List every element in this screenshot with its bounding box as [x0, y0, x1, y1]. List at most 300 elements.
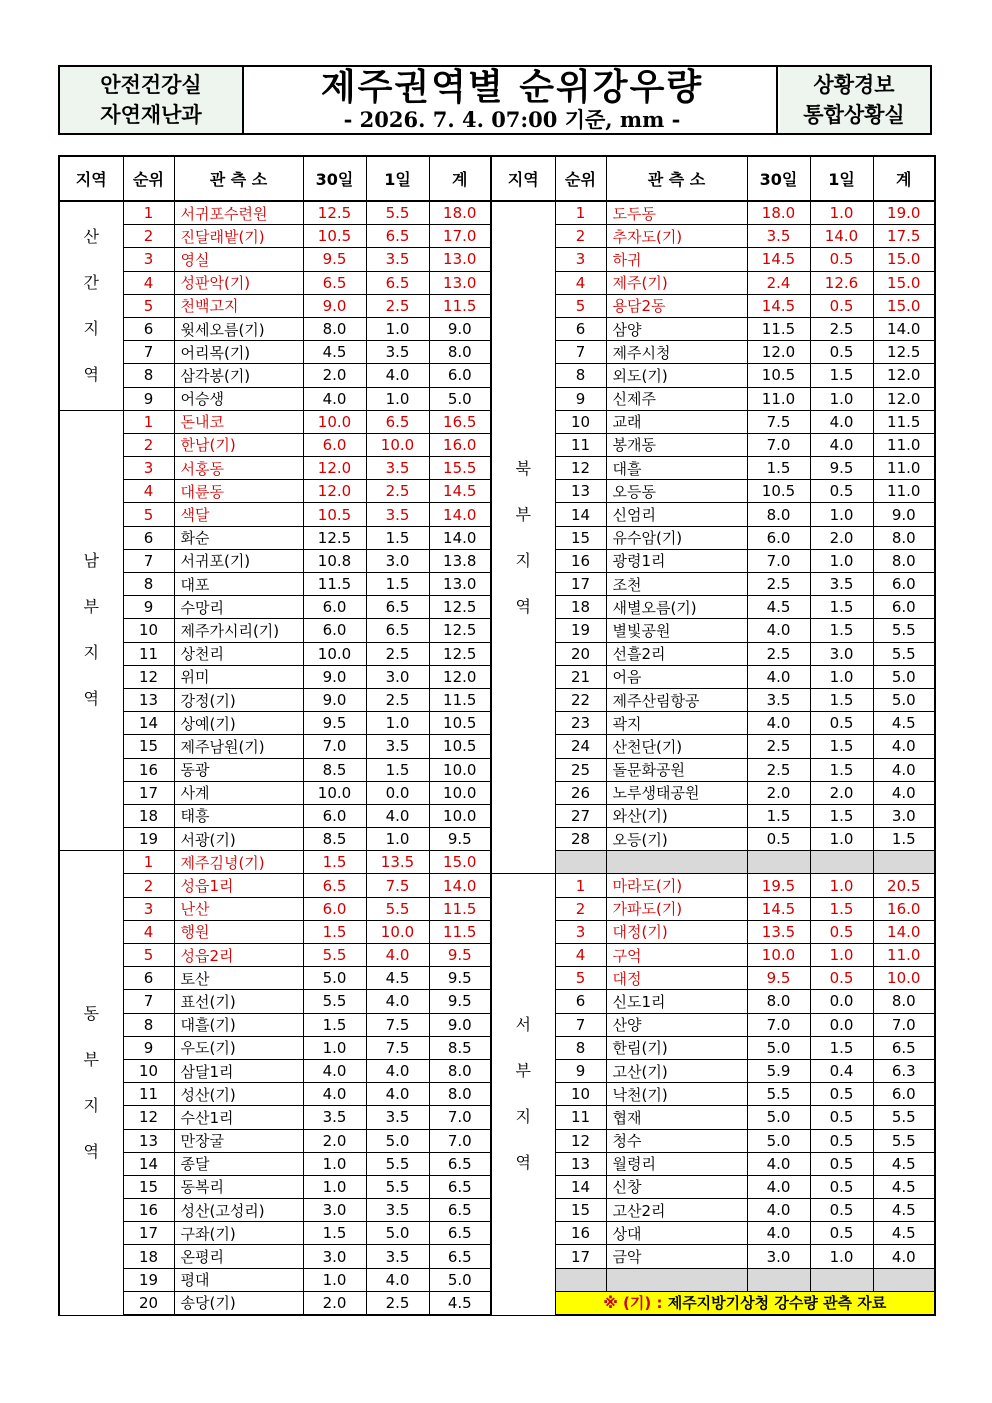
day1-value: 4.0	[366, 364, 429, 387]
col-rank: 순위	[123, 156, 174, 201]
station-name: 한림(기)	[606, 1036, 747, 1059]
total-value: 6.0	[873, 573, 935, 596]
rank-cell: 12	[555, 1129, 606, 1152]
total-value: 9.0	[429, 317, 491, 340]
rank-cell: 9	[123, 387, 174, 410]
day1-value: 0.5	[810, 1106, 873, 1129]
rank-cell: 7	[123, 990, 174, 1013]
day1-value: 2.5	[366, 294, 429, 317]
day1-value: 1.0	[366, 317, 429, 340]
station-name: 어승생	[174, 387, 303, 410]
station-name: 상예(기)	[174, 712, 303, 735]
day1-value: 3.5	[366, 457, 429, 480]
total-value: 8.0	[873, 990, 935, 1013]
rank-cell: 15	[555, 1199, 606, 1222]
station-name: 윗세오름(기)	[174, 317, 303, 340]
day30-value: 2.0	[303, 1291, 366, 1315]
day1-value: 1.5	[810, 735, 873, 758]
day1-value: 3.5	[366, 248, 429, 271]
day30-value: 8.5	[303, 758, 366, 781]
total-value: 14.0	[429, 526, 491, 549]
day1-value: 14.0	[810, 225, 873, 248]
day30-value: 6.0	[747, 526, 810, 549]
station-name: 돈내코	[174, 410, 303, 433]
rank-cell: 15	[555, 526, 606, 549]
total-value: 6.5	[429, 1199, 491, 1222]
station-name: 삼각봉(기)	[174, 364, 303, 387]
station-name: 대륜동	[174, 480, 303, 503]
day1-value: 4.0	[366, 1268, 429, 1291]
day1-value: 1.0	[366, 712, 429, 735]
day30-value: 3.5	[747, 225, 810, 248]
day30-value: 1.0	[303, 1175, 366, 1198]
day1-value: 3.5	[366, 1106, 429, 1129]
total-value: 11.0	[873, 433, 935, 456]
total-value: 11.5	[873, 410, 935, 433]
office-line1: 상황경보	[813, 73, 895, 97]
total-value: 4.5	[873, 1152, 935, 1175]
col-total: 계	[873, 156, 935, 201]
rank-cell: 17	[123, 1222, 174, 1245]
day30-value: 10.8	[303, 549, 366, 572]
total-value: 7.0	[429, 1106, 491, 1129]
day1-value: 1.0	[810, 549, 873, 572]
station-name: 제주가시리(기)	[174, 619, 303, 642]
day1-value: 4.0	[366, 990, 429, 1013]
empty-cell	[747, 1268, 810, 1291]
rank-cell: 2	[123, 874, 174, 897]
day30-value: 19.5	[747, 874, 810, 897]
day30-value: 1.0	[303, 1268, 366, 1291]
day30-value: 8.0	[747, 503, 810, 526]
total-value: 4.0	[873, 758, 935, 781]
day30-value: 7.0	[747, 1013, 810, 1036]
day30-value: 5.0	[747, 1129, 810, 1152]
total-value: 6.5	[429, 1175, 491, 1198]
day1-value: 1.5	[810, 804, 873, 827]
day1-value: 3.0	[810, 642, 873, 665]
day1-value: 9.5	[810, 457, 873, 480]
total-value: 12.5	[429, 619, 491, 642]
station-name: 용담2동	[606, 294, 747, 317]
rank-cell: 21	[555, 665, 606, 688]
station-name: 산천단(기)	[606, 735, 747, 758]
day30-value: 10.0	[303, 642, 366, 665]
total-value: 16.5	[429, 410, 491, 433]
total-value: 11.5	[429, 897, 491, 920]
total-value: 14.0	[429, 874, 491, 897]
total-value: 4.5	[873, 1175, 935, 1198]
note-cell	[555, 1291, 935, 1315]
total-value: 8.0	[429, 1059, 491, 1082]
day1-value: 0.4	[810, 1059, 873, 1082]
day30-value: 11.5	[747, 317, 810, 340]
total-value: 10.0	[873, 967, 935, 990]
station-name: 유수암(기)	[606, 526, 747, 549]
station-name: 성읍1리	[174, 874, 303, 897]
empty-cell	[747, 851, 810, 874]
day30-value: 12.0	[303, 457, 366, 480]
day1-value: 2.5	[366, 688, 429, 711]
day1-value: 0.5	[810, 1222, 873, 1245]
day30-value: 1.5	[303, 1222, 366, 1245]
station-name: 대흘	[606, 457, 747, 480]
total-value: 1.5	[873, 828, 935, 851]
note-text: 제주지방기상청 강수량 관측 자료	[667, 1294, 887, 1313]
rank-cell: 1	[555, 874, 606, 897]
day1-value: 2.5	[810, 317, 873, 340]
day30-value: 9.0	[303, 294, 366, 317]
day30-value: 12.5	[303, 201, 366, 225]
total-value: 13.0	[429, 271, 491, 294]
department-line2: 자연재난과	[100, 103, 202, 127]
total-value: 13.0	[429, 248, 491, 271]
total-value: 12.5	[429, 596, 491, 619]
rank-cell: 5	[555, 294, 606, 317]
rank-cell: 11	[555, 433, 606, 456]
empty-cell	[873, 1268, 935, 1291]
station-name: 서귀포수련원	[174, 201, 303, 225]
day1-value: 6.5	[366, 596, 429, 619]
day1-value: 3.5	[366, 1245, 429, 1268]
region-text: 서부지역	[515, 1015, 531, 1173]
total-value: 9.5	[429, 828, 491, 851]
station-name: 금악	[606, 1245, 747, 1268]
rank-cell: 24	[555, 735, 606, 758]
region-label	[491, 874, 555, 1315]
station-name: 평대	[174, 1268, 303, 1291]
station-name: 서귀포(기)	[174, 549, 303, 572]
rank-cell: 16	[555, 1222, 606, 1245]
station-name: 청수	[606, 1129, 747, 1152]
station-name: 교래	[606, 410, 747, 433]
station-name: 난산	[174, 897, 303, 920]
rank-cell: 12	[555, 457, 606, 480]
rank-cell: 11	[123, 642, 174, 665]
station-name: 화순	[174, 526, 303, 549]
station-name: 제주남원(기)	[174, 735, 303, 758]
station-name: 대흘(기)	[174, 1013, 303, 1036]
day1-value: 5.0	[366, 1222, 429, 1245]
total-value: 17.0	[429, 225, 491, 248]
total-value: 6.5	[429, 1152, 491, 1175]
rank-cell: 18	[123, 804, 174, 827]
day1-value: 1.0	[810, 874, 873, 897]
station-name: 제주(기)	[606, 271, 747, 294]
day30-value: 18.0	[747, 201, 810, 225]
rank-cell: 14	[555, 1175, 606, 1198]
total-value: 15.0	[873, 248, 935, 271]
day1-value: 0.5	[810, 712, 873, 735]
rank-cell: 14	[555, 503, 606, 526]
day1-value: 0.5	[810, 341, 873, 364]
day1-value: 2.0	[810, 781, 873, 804]
table-row	[59, 201, 935, 225]
station-name: 표선(기)	[174, 990, 303, 1013]
rank-cell: 28	[555, 828, 606, 851]
rank-cell: 17	[123, 781, 174, 804]
total-value: 13.0	[429, 573, 491, 596]
col-region: 지역	[59, 156, 123, 201]
station-name: 별빛공원	[606, 619, 747, 642]
day30-value: 4.0	[747, 1175, 810, 1198]
day30-value: 12.0	[303, 480, 366, 503]
day1-value: 0.5	[810, 1152, 873, 1175]
rank-cell: 16	[555, 549, 606, 572]
day30-value: 9.5	[303, 712, 366, 735]
empty-cell	[810, 1268, 873, 1291]
region-text: 동부지역	[83, 1003, 99, 1161]
total-value: 15.0	[873, 294, 935, 317]
rank-cell: 7	[123, 341, 174, 364]
day1-value: 1.5	[366, 758, 429, 781]
station-name: 색달	[174, 503, 303, 526]
station-name: 하귀	[606, 248, 747, 271]
title-box	[244, 67, 780, 133]
rank-cell: 27	[555, 804, 606, 827]
day30-value: 14.5	[747, 294, 810, 317]
day1-value: 13.5	[366, 851, 429, 874]
day1-value: 6.5	[366, 619, 429, 642]
total-value: 10.0	[429, 804, 491, 827]
report-header	[58, 65, 932, 135]
rank-cell: 11	[555, 1106, 606, 1129]
rank-cell: 7	[555, 1013, 606, 1036]
day30-value: 1.5	[303, 1013, 366, 1036]
total-value: 17.5	[873, 225, 935, 248]
day30-value: 14.5	[747, 248, 810, 271]
day30-value: 1.0	[303, 1152, 366, 1175]
rank-cell: 13	[555, 1152, 606, 1175]
day30-value: 8.0	[303, 317, 366, 340]
rank-cell: 6	[123, 967, 174, 990]
empty-cell	[810, 851, 873, 874]
station-name: 수망리	[174, 596, 303, 619]
empty-cell	[606, 1268, 747, 1291]
day1-value: 0.0	[810, 1013, 873, 1036]
day1-value: 1.0	[810, 665, 873, 688]
rank-cell: 4	[123, 920, 174, 943]
col-total: 계	[429, 156, 491, 201]
day30-value: 7.0	[747, 549, 810, 572]
day1-value: 6.5	[366, 410, 429, 433]
total-value: 11.5	[429, 920, 491, 943]
rank-cell: 14	[123, 712, 174, 735]
day30-value: 3.0	[747, 1245, 810, 1268]
station-name: 어리목(기)	[174, 341, 303, 364]
station-name: 제주김녕(기)	[174, 851, 303, 874]
rank-cell: 18	[123, 1245, 174, 1268]
station-name: 신제주	[606, 387, 747, 410]
day30-value: 4.5	[747, 596, 810, 619]
col-30day: 30일	[747, 156, 810, 201]
rank-cell: 19	[123, 1268, 174, 1291]
day1-value: 4.5	[366, 967, 429, 990]
office-line2: 통합상황실	[803, 103, 905, 127]
total-value: 5.0	[873, 688, 935, 711]
station-name: 구억	[606, 944, 747, 967]
total-value: 6.0	[429, 364, 491, 387]
day30-value: 2.0	[747, 781, 810, 804]
day1-value: 1.0	[366, 828, 429, 851]
day1-value: 1.0	[810, 1245, 873, 1268]
total-value: 8.5	[429, 1036, 491, 1059]
total-value: 15.5	[429, 457, 491, 480]
day30-value: 6.5	[303, 874, 366, 897]
rank-cell: 16	[123, 758, 174, 781]
col-station: 관 측 소	[174, 156, 303, 201]
rank-cell: 7	[555, 341, 606, 364]
day30-value: 4.5	[303, 341, 366, 364]
rank-cell: 5	[123, 944, 174, 967]
day1-value: 1.0	[810, 944, 873, 967]
day30-value: 6.0	[303, 619, 366, 642]
total-value: 14.0	[873, 920, 935, 943]
day1-value: 3.5	[366, 341, 429, 364]
rank-cell: 8	[123, 1013, 174, 1036]
rank-cell: 14	[123, 1152, 174, 1175]
day30-value: 5.0	[747, 1036, 810, 1059]
total-value: 12.5	[429, 642, 491, 665]
day1-value: 4.0	[366, 1059, 429, 1082]
station-name: 월령리	[606, 1152, 747, 1175]
total-value: 6.0	[873, 596, 935, 619]
total-value: 8.0	[873, 526, 935, 549]
day1-value: 7.5	[366, 1013, 429, 1036]
day30-value: 1.5	[747, 804, 810, 827]
total-value: 9.0	[873, 503, 935, 526]
station-name: 대정(기)	[606, 920, 747, 943]
day30-value: 7.0	[747, 433, 810, 456]
station-name: 삼달1리	[174, 1059, 303, 1082]
day30-value: 1.5	[303, 920, 366, 943]
total-value: 4.0	[873, 781, 935, 804]
day1-value: 0.5	[810, 1129, 873, 1152]
day1-value: 6.5	[366, 225, 429, 248]
day1-value: 0.5	[810, 1175, 873, 1198]
rank-cell: 4	[555, 271, 606, 294]
day30-value: 5.5	[303, 944, 366, 967]
station-name: 태흥	[174, 804, 303, 827]
day1-value: 1.5	[810, 688, 873, 711]
rank-cell: 10	[555, 1083, 606, 1106]
rank-cell: 3	[123, 457, 174, 480]
station-name: 제주시청	[606, 341, 747, 364]
rank-cell: 1	[123, 410, 174, 433]
day1-value: 1.5	[810, 897, 873, 920]
total-value: 3.0	[873, 804, 935, 827]
day1-value: 1.0	[810, 201, 873, 225]
day1-value: 6.5	[366, 271, 429, 294]
station-name: 만장굴	[174, 1129, 303, 1152]
day1-value: 1.5	[810, 619, 873, 642]
day30-value: 5.0	[303, 967, 366, 990]
total-value: 6.3	[873, 1059, 935, 1082]
col-1day: 1일	[366, 156, 429, 201]
rank-cell: 9	[555, 387, 606, 410]
total-value: 8.0	[429, 341, 491, 364]
day30-value: 3.5	[303, 1106, 366, 1129]
day30-value: 9.5	[303, 248, 366, 271]
rank-cell: 3	[123, 248, 174, 271]
station-name: 선흘2리	[606, 642, 747, 665]
rank-cell: 19	[555, 619, 606, 642]
day30-value: 2.0	[303, 1129, 366, 1152]
day30-value: 9.5	[747, 967, 810, 990]
day1-value: 5.5	[366, 897, 429, 920]
rainfall-table	[58, 155, 936, 1316]
total-value: 5.5	[873, 642, 935, 665]
day30-value: 4.0	[747, 1152, 810, 1175]
day30-value: 6.0	[303, 596, 366, 619]
day30-value: 5.5	[303, 990, 366, 1013]
day30-value: 6.0	[303, 897, 366, 920]
day30-value: 4.0	[747, 619, 810, 642]
total-value: 4.0	[873, 735, 935, 758]
day1-value: 2.5	[366, 1291, 429, 1315]
station-name: 노루생태공원	[606, 781, 747, 804]
station-name: 천백고지	[174, 294, 303, 317]
day30-value: 4.0	[747, 712, 810, 735]
station-name: 동복리	[174, 1175, 303, 1198]
day1-value: 1.0	[810, 387, 873, 410]
rank-cell: 2	[555, 225, 606, 248]
station-name: 서홍동	[174, 457, 303, 480]
rank-cell: 19	[123, 828, 174, 851]
station-name: 영실	[174, 248, 303, 271]
day30-value: 2.5	[747, 573, 810, 596]
empty-cell	[555, 1268, 606, 1291]
station-name: 추자도(기)	[606, 225, 747, 248]
station-name: 낙천(기)	[606, 1083, 747, 1106]
station-name: 대포	[174, 573, 303, 596]
station-name: 가파도(기)	[606, 897, 747, 920]
day30-value: 9.0	[303, 665, 366, 688]
rank-cell: 6	[555, 317, 606, 340]
total-value: 5.5	[873, 1129, 935, 1152]
total-value: 5.0	[429, 387, 491, 410]
rank-cell: 22	[555, 688, 606, 711]
station-name: 광령1리	[606, 549, 747, 572]
page-subtitle: - 2026. 7. 4. 07:00 기준, mm -	[343, 107, 681, 132]
station-name: 성읍2리	[174, 944, 303, 967]
col-30day: 30일	[303, 156, 366, 201]
day30-value: 13.5	[747, 920, 810, 943]
total-value: 15.0	[873, 271, 935, 294]
day30-value: 10.5	[747, 364, 810, 387]
rank-cell: 18	[555, 596, 606, 619]
department-line1: 안전건강실	[100, 73, 202, 97]
empty-cell	[606, 851, 747, 874]
total-value: 5.5	[873, 619, 935, 642]
rank-cell: 1	[123, 851, 174, 874]
table-row	[59, 874, 935, 897]
page-title: 제주권역별 순위강우량	[320, 67, 704, 108]
total-value: 11.5	[429, 688, 491, 711]
rank-cell: 8	[555, 1036, 606, 1059]
total-value: 10.0	[429, 758, 491, 781]
total-value: 10.5	[429, 712, 491, 735]
day30-value: 2.5	[747, 735, 810, 758]
day1-value: 1.0	[366, 387, 429, 410]
day30-value: 4.0	[747, 1199, 810, 1222]
station-name: 제주산림항공	[606, 688, 747, 711]
day1-value: 1.5	[810, 1036, 873, 1059]
day30-value: 11.0	[747, 387, 810, 410]
day1-value: 1.0	[810, 503, 873, 526]
rank-cell: 4	[123, 480, 174, 503]
total-value: 5.0	[429, 1268, 491, 1291]
